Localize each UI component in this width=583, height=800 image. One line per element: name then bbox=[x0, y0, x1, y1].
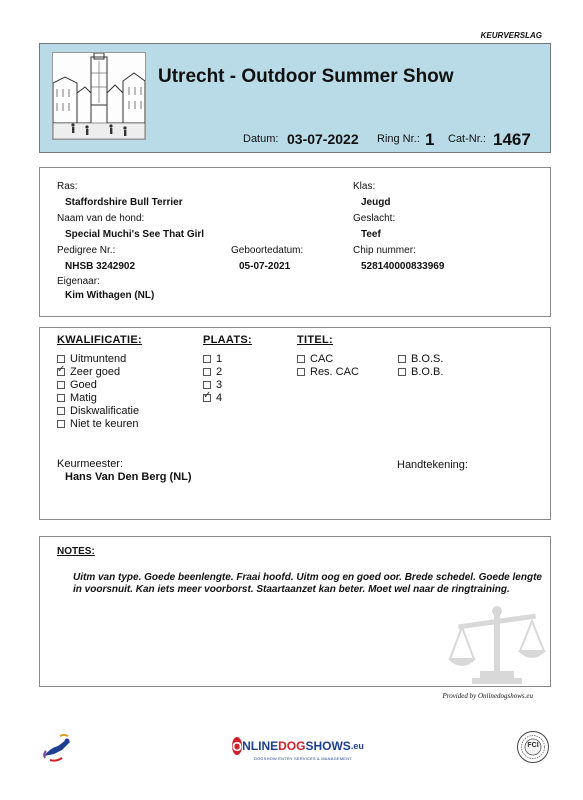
place-option[interactable]: 2 bbox=[203, 365, 222, 378]
checkbox-icon[interactable] bbox=[57, 420, 65, 428]
provided-by: Provided by Onlinedogshows.eu bbox=[442, 692, 533, 700]
sex-label: Geslacht: bbox=[353, 213, 396, 224]
onlinedogshows-logo bbox=[232, 737, 362, 767]
date-value: 03-07-2022 bbox=[287, 131, 359, 147]
fci-text: FCI bbox=[527, 742, 539, 749]
chip-value: 528140000833969 bbox=[361, 261, 445, 272]
checkbox-checked-icon[interactable] bbox=[57, 368, 65, 376]
notes-heading: NOTES: bbox=[57, 546, 95, 557]
checkbox-icon[interactable] bbox=[297, 355, 305, 363]
chip-label: Chip nummer: bbox=[353, 245, 416, 256]
scales-watermark-icon bbox=[448, 603, 546, 685]
document-type-label: KEURVERSLAG bbox=[480, 31, 542, 40]
owner-label: Eigenaar: bbox=[57, 276, 100, 287]
pedigree-value: NHSB 3242902 bbox=[65, 261, 136, 272]
qualification-option[interactable]: Matig bbox=[57, 391, 139, 404]
dog-club-logo-icon bbox=[40, 730, 74, 764]
name-value: Special Muchi's See That Girl bbox=[65, 229, 205, 240]
judge-name: Hans Van Den Berg (NL) bbox=[65, 471, 192, 483]
qualification-option[interactable]: ✓ Zeer goed bbox=[57, 365, 139, 378]
logo-text-online: NLINE bbox=[242, 739, 279, 753]
logo-text-shows: SHOWS bbox=[305, 739, 351, 753]
logo-text-dog: DOG bbox=[278, 739, 306, 753]
place-list bbox=[203, 352, 222, 404]
title-heading: TITEL: bbox=[297, 334, 334, 346]
title-option[interactable]: CAC bbox=[297, 352, 359, 365]
ring-label: Ring Nr.: bbox=[377, 133, 420, 145]
cat-value: 1467 bbox=[493, 130, 531, 149]
checkbox-icon[interactable] bbox=[203, 381, 211, 389]
owner-value: Kim Withagen (NL) bbox=[65, 290, 155, 301]
logo-text-eu: .eu bbox=[350, 741, 364, 751]
class-label: Klas: bbox=[353, 181, 376, 192]
class-value: Jeugd bbox=[361, 197, 391, 208]
judge-label: Keurmeester: bbox=[57, 458, 124, 470]
checkbox-icon[interactable] bbox=[398, 368, 406, 376]
logo-subtitle: DOGSHOW ENTRY SERVICES & MANAGEMENT bbox=[254, 756, 352, 761]
birthdate-value: 05-07-2021 bbox=[239, 261, 291, 272]
notes-text: Uitm van type. Goede beenlengte. Fraai hoofd. Uitm oog en goed oor. Brede schedel. Goede lengte in voorsnuit. Kan iets meer voorborst. Staartaanzet kan beter. Moet wel naar de ringtraining. bbox=[73, 572, 542, 595]
checkbox-icon[interactable] bbox=[203, 355, 211, 363]
title-option[interactable]: B.O.B. bbox=[398, 365, 443, 378]
title-list-right bbox=[398, 352, 443, 378]
place-option[interactable]: 1 bbox=[203, 352, 222, 365]
qualification-option[interactable]: Niet te keuren bbox=[57, 417, 139, 430]
qualification-option[interactable]: Diskwalificatie bbox=[57, 404, 139, 417]
checkbox-icon[interactable] bbox=[57, 355, 65, 363]
checkbox-icon[interactable] bbox=[297, 368, 305, 376]
checkbox-icon[interactable] bbox=[57, 407, 65, 415]
place-heading: PLAATS: bbox=[203, 334, 252, 346]
qualification-option[interactable]: Goed bbox=[57, 378, 139, 391]
sex-value: Teef bbox=[361, 229, 381, 240]
cat-label: Cat-Nr.: bbox=[448, 133, 486, 145]
checkbox-icon[interactable] bbox=[203, 368, 211, 376]
fci-logo-icon bbox=[516, 730, 550, 764]
checkbox-icon[interactable] bbox=[57, 381, 65, 389]
place-option[interactable]: 3 bbox=[203, 378, 222, 391]
qualification-list bbox=[57, 352, 139, 430]
logo-o-badge: O bbox=[232, 738, 243, 754]
birthdate-label: Geboortedatum: bbox=[231, 245, 304, 256]
name-label: Naam van de hond: bbox=[57, 213, 145, 224]
title-option[interactable]: B.O.S. bbox=[398, 352, 443, 365]
ring-value: 1 bbox=[425, 130, 435, 149]
title-list-left bbox=[297, 352, 359, 378]
signature-label: Handtekening: bbox=[397, 459, 468, 471]
title-option[interactable]: Res. CAC bbox=[297, 365, 359, 378]
checkbox-icon[interactable] bbox=[398, 355, 406, 363]
show-title: Utrecht - Outdoor Summer Show bbox=[158, 66, 454, 87]
breed-label: Ras: bbox=[57, 181, 78, 192]
place-option[interactable]: ✓ 4 bbox=[203, 391, 222, 404]
breed-value: Staffordshire Bull Terrier bbox=[65, 197, 183, 208]
qualification-heading: KWALIFICATIE: bbox=[57, 334, 142, 346]
city-illustration bbox=[52, 52, 146, 140]
checkbox-checked-icon[interactable] bbox=[203, 394, 211, 402]
qualification-option[interactable]: Uitmuntend bbox=[57, 352, 139, 365]
pedigree-label: Pedigree Nr.: bbox=[57, 245, 116, 256]
date-label: Datum: bbox=[243, 133, 279, 145]
checkbox-icon[interactable] bbox=[57, 394, 65, 402]
